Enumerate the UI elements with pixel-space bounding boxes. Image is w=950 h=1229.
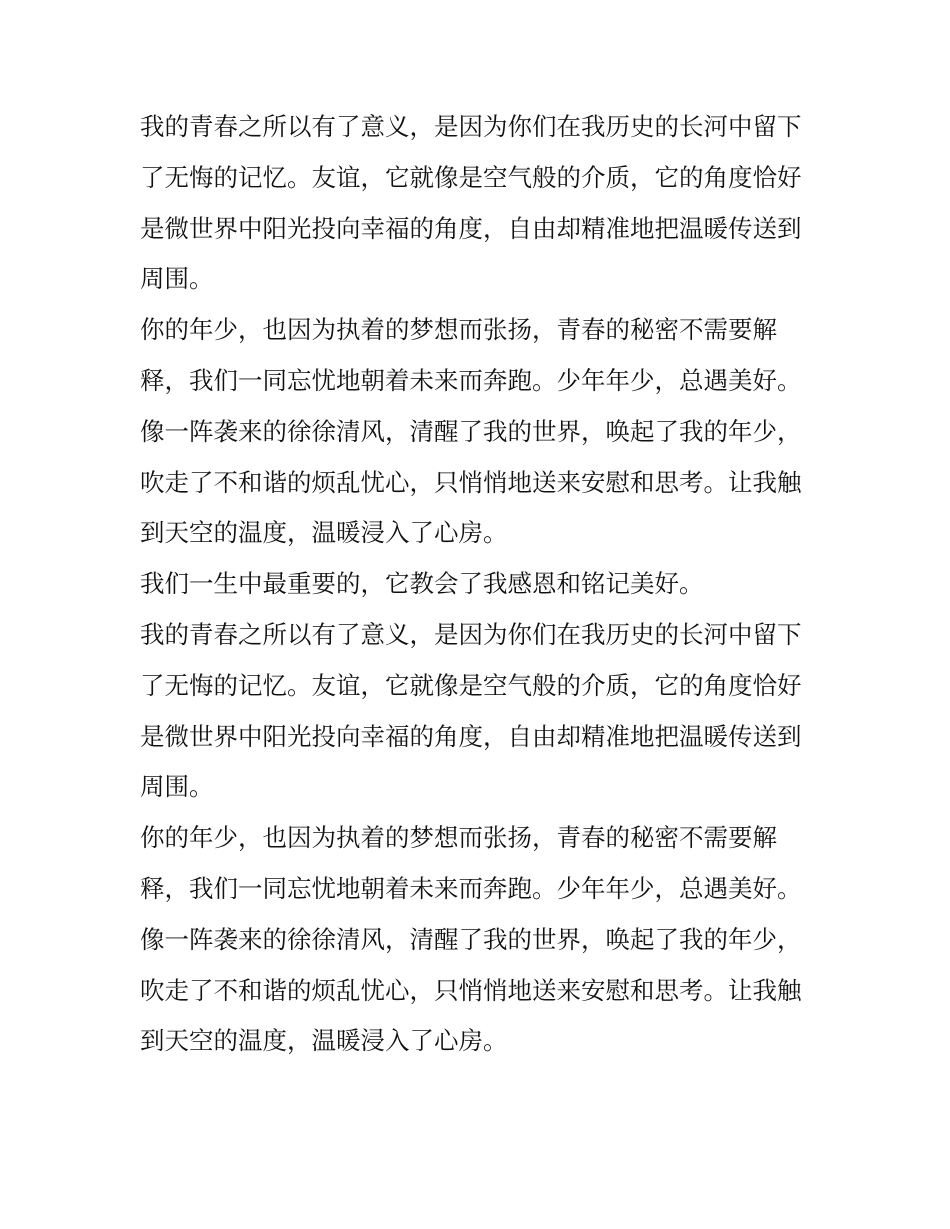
text-line: 了无悔的记忆。友谊，它就像是空气般的介质，它的角度恰好 <box>140 162 802 192</box>
text-line: 像一阵袭来的徐徐清风，清醒了我的世界，唤起了我的年少， <box>140 416 802 446</box>
text-line: 释，我们一同忘忧地朝着未来而奔跑。少年年少，总遇美好。 <box>140 365 802 395</box>
text-line: 像一阵袭来的徐徐清风，清醒了我的世界，唤起了我的年少， <box>140 924 802 954</box>
text-line: 释，我们一同忘忧地朝着未来而奔跑。少年年少，总遇美好。 <box>140 873 802 903</box>
text-line: 周围。 <box>140 264 214 294</box>
text-line: 了无悔的记忆。友谊，它就像是空气般的介质，它的角度恰好 <box>140 670 802 700</box>
text-line: 我的青春之所以有了意义，是因为你们在我历史的长河中留下 <box>140 619 802 649</box>
text-line: 吹走了不和谐的烦乱忧心，只悄悄地送来安慰和思考。让我触 <box>140 467 802 497</box>
text-line: 是微世界中阳光投向幸福的角度，自由却精准地把温暖传送到 <box>140 213 802 243</box>
text-line: 到天空的温度，温暖浸入了心房。 <box>140 518 508 548</box>
text-line: 我们一生中最重要的，它教会了我感恩和铭记美好。 <box>140 569 704 599</box>
text-line: 周围。 <box>140 772 214 802</box>
text-line: 我的青春之所以有了意义，是因为你们在我历史的长河中留下 <box>140 112 802 141</box>
text-line: 到天空的温度，温暖浸入了心房。 <box>140 1026 508 1056</box>
text-line: 你的年少，也因为执着的梦想而张扬，青春的秘密不需要解 <box>140 315 777 345</box>
text-line: 你的年少，也因为执着的梦想而张扬，青春的秘密不需要解 <box>140 823 777 853</box>
text-line: 吹走了不和谐的烦乱忧心，只悄悄地送来安慰和思考。让我触 <box>140 975 802 1005</box>
text-line: 是微世界中阳光投向幸福的角度，自由却精准地把温暖传送到 <box>140 721 802 751</box>
document-body <box>140 102 830 1067</box>
